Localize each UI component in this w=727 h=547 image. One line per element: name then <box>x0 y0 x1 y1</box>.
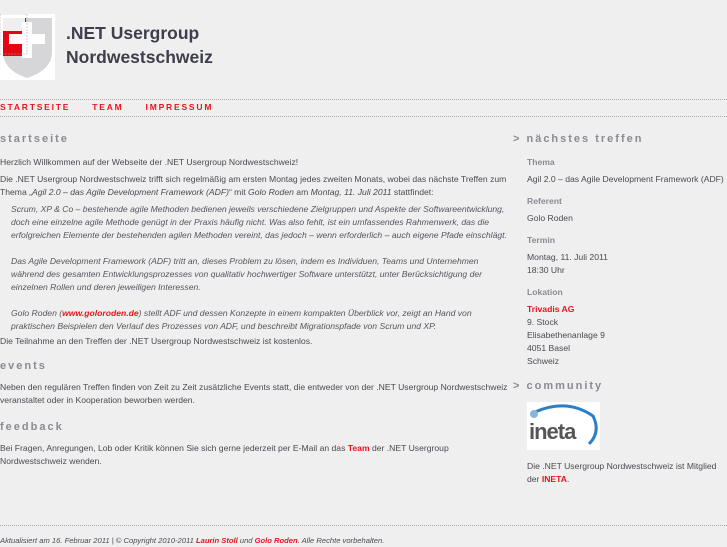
site-title <box>66 21 213 69</box>
events-text: Neben den regulären Treffen finden von Zeit zu Zeit zusätzliche Events statt, die entweder von der .NET Usergroup Nordwestschweiz veranstaltet oder in Kooperation beworben werden. <box>0 382 508 405</box>
termin-label: Termin <box>527 235 556 245</box>
author-link[interactable]: Laurin Stoll <box>195 536 238 545</box>
nav-startseite[interactable]: STARTSEITE <box>0 102 71 112</box>
lokation-value <box>527 303 727 368</box>
nav-impressum[interactable]: IMPRESSUM <box>145 102 214 112</box>
t: Golo Roden ( <box>11 308 63 318</box>
footer-divider <box>0 525 727 526</box>
welcome-text: Herzlich Willkommen auf der Webseite der .NET Usergroup Nordwestschweiz! <box>0 157 299 167</box>
ineta-logo-text: ineta <box>529 419 576 444</box>
swiss-shield-logo[interactable] <box>0 14 55 80</box>
divider <box>0 116 727 117</box>
t: Aktualisiert am 16. Februar 2011 | © Copyright 2010-2011 <box>0 536 196 545</box>
t: und <box>237 536 255 545</box>
nav-team[interactable]: TEAM <box>92 102 124 112</box>
addr: Elisabethenanlage 9 <box>527 330 605 340</box>
trivadis-link[interactable]: Trivadis AG <box>527 304 575 314</box>
t: “ mit <box>228 187 249 197</box>
section-heading: startseite <box>0 133 69 145</box>
termin-value <box>527 251 727 277</box>
referent-value: Golo Roden <box>527 213 573 223</box>
t: Bei Fragen, Anregungen, Lob oder Kritik können Sie sich gerne jederzeit per E-Mail an das <box>0 443 348 453</box>
goloroden-link[interactable]: www.goloroden.de <box>62 308 139 318</box>
member-text <box>527 460 727 486</box>
intro-text <box>0 173 510 199</box>
main-nav <box>0 101 213 114</box>
title-line-2: Nordwestschweiz <box>66 47 213 67</box>
thema-value: Agil 2.0 – das Agile Development Framework (ADF) <box>527 174 724 184</box>
thema-label: Thema <box>527 157 555 167</box>
time: 18:30 Uhr <box>527 265 565 275</box>
quote-paragraph: Das Agile Development Framework (ADF) tritt an, dieses Problem zu lösen, indem es Individuen, Teams und Unternehmen während des gesamten Entwicklungsprozesses von qualitativ hochwertiger Software unterstützt, unter Berücksichtigung der einzelnen Rollen und deren jeweiligen Interessen. <box>11 256 482 292</box>
ineta-logo[interactable] <box>527 402 600 450</box>
feedback-text <box>0 442 510 468</box>
t: stattfindet: <box>391 187 434 197</box>
addr: 4051 Basel <box>527 343 571 353</box>
t: am <box>293 187 311 197</box>
t: ) stellt ADF und dessen Konzepte in einem kompakten Überblick vor, zeigt an Hand von praktischen Beispielen den Verlauf des Prozesses von ADF, und beschreibt Migrationspfade von Scrum und XP. <box>11 308 472 331</box>
community-heading: > community <box>513 380 604 392</box>
team-link[interactable]: Team <box>347 443 370 453</box>
t: . <box>566 474 570 484</box>
lokation-label: Lokation <box>527 287 563 297</box>
t: der .NET Usergroup Nordwestschweiz wenden. <box>0 443 449 466</box>
addr: 9. Stock <box>527 317 559 327</box>
referent-label: Referent <box>527 196 562 206</box>
ineta-link[interactable]: INETA <box>541 474 567 484</box>
divider <box>0 99 727 100</box>
events-heading: events <box>0 360 47 372</box>
addr: Schweiz <box>527 356 559 366</box>
quote-paragraph <box>0 307 510 333</box>
t: Die .NET Usergroup Nordwestschweiz trifft sich regelmäßig am ersten Montag jedes zweiten Monats, wobei das nächste Treffen zum Thema „ <box>0 174 507 197</box>
author-link[interactable]: Golo Roden <box>254 536 298 545</box>
title-line-1: .NET Usergroup <box>66 23 200 43</box>
t: . Alle Rechte vorbehalten. <box>297 536 385 545</box>
sidebar <box>513 133 727 486</box>
speaker: Golo Roden <box>248 187 294 197</box>
t: Die .NET Usergroup Nordwestschweiz ist Mitglied der <box>527 461 717 484</box>
next-meeting-heading: > nächstes treffen <box>513 133 644 145</box>
main-content <box>0 133 510 468</box>
free-text: Die Teilnahme an den Treffen der .NET Usergroup Nordwestschweiz ist kostenlos. <box>0 336 313 346</box>
date: Montag, 11. Juli 2011 <box>310 187 392 197</box>
quote-paragraph: Scrum, XP & Co – bestehende agile Methoden bedienen jeweils verschiedene Zielgruppen und Aspekte der Softwareentwicklung, doch eine einzelne agile Methode genügt in der Praxis häufig nicht. Was also fehlt, ist ein umfassendes Rahmenwerk, das die erfolgreichen Elemente der bestehenden agilen Methoden vereint, das jedoch – wenn erforderlich – auch eigene Pfade einschlägt. <box>11 204 507 240</box>
topic: Agil 2.0 – das Agile Development Framework (ADF) <box>32 187 229 197</box>
footer <box>0 534 384 547</box>
feedback-heading: feedback <box>0 421 64 433</box>
date: Montag, 11. Juli 2011 <box>527 252 608 262</box>
